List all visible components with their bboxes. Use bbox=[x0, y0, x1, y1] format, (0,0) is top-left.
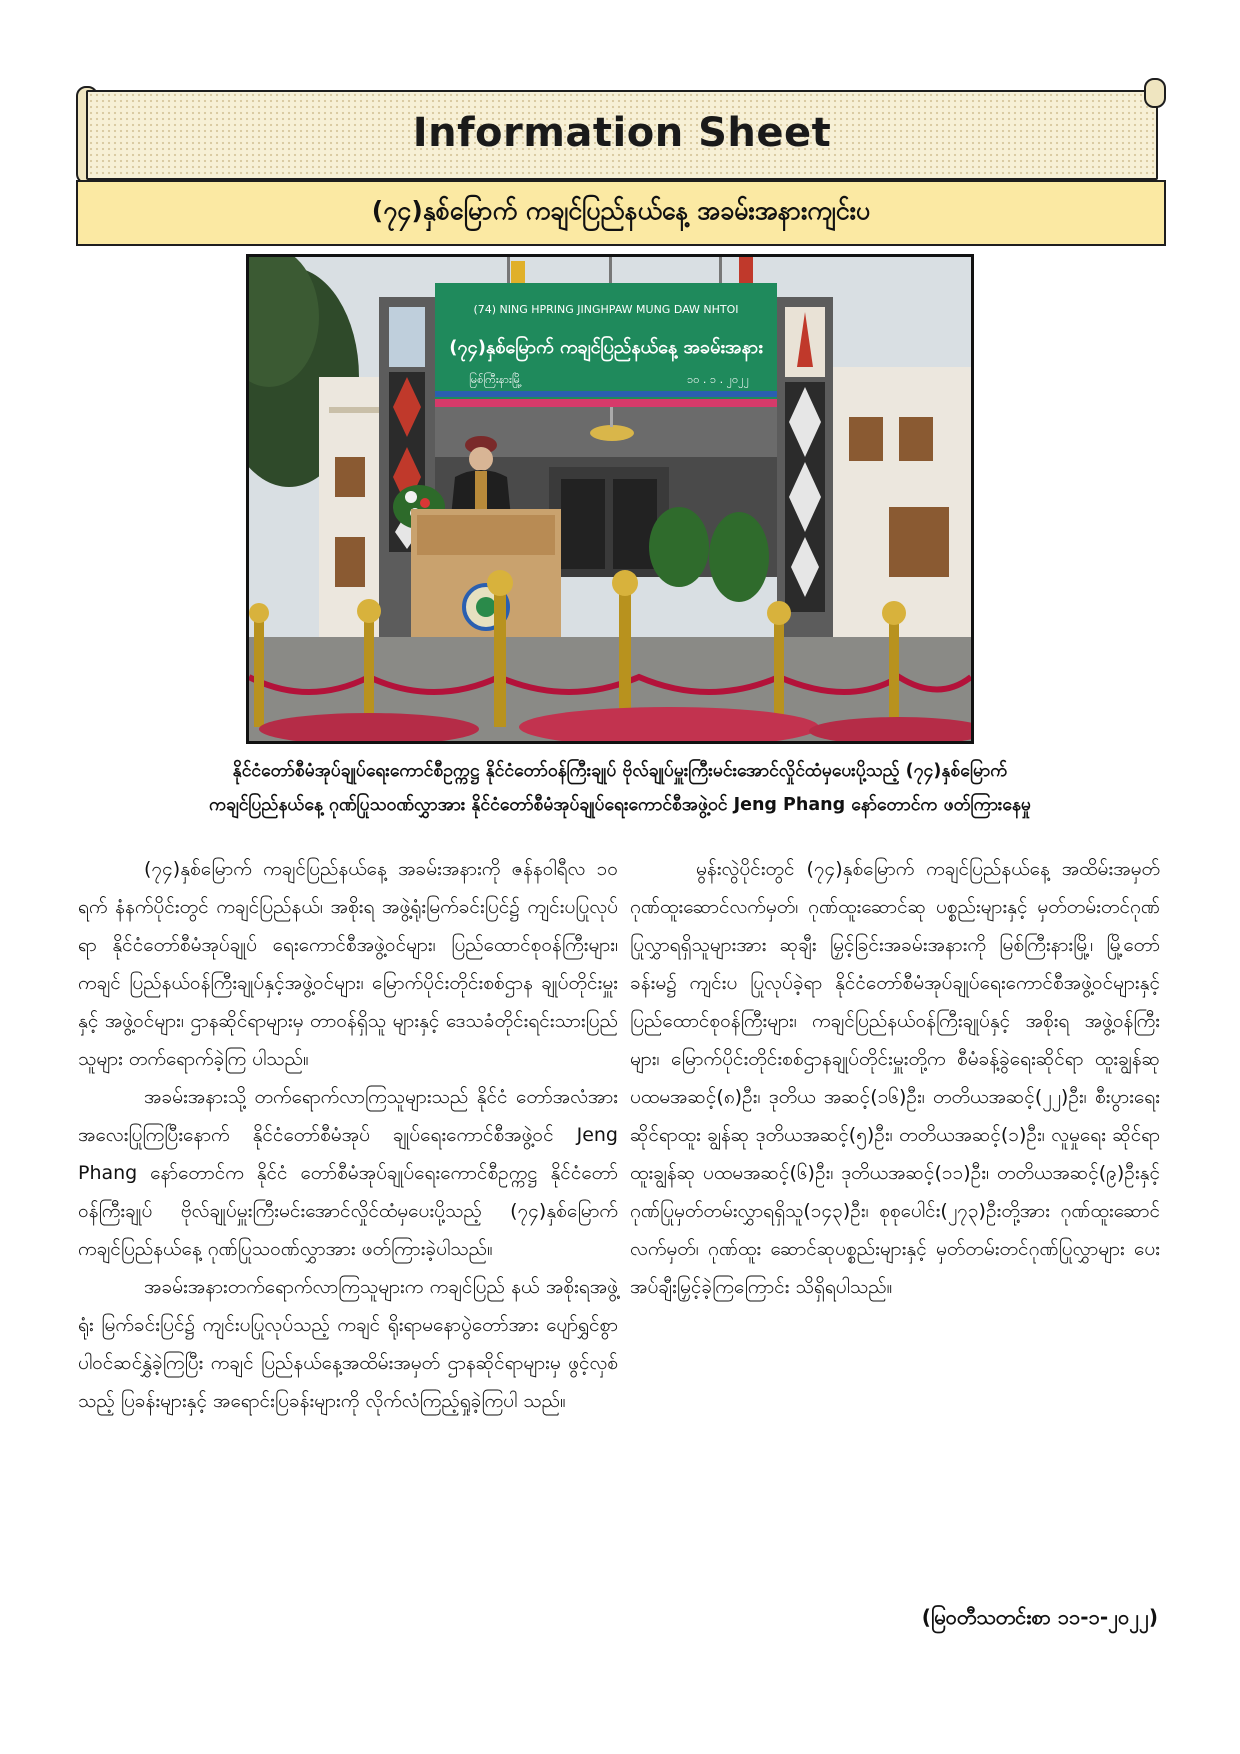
news-source: (မြဝတီသတင်းစာ ၁၁-၁-၂၀၂၂) bbox=[921, 1605, 1158, 1629]
title-scroll-banner bbox=[76, 86, 1166, 180]
article-column-right bbox=[630, 850, 1160, 1306]
banner-top-text: (74) NING HPRING JINGHPAW MUNG DAW NHTOI bbox=[473, 303, 739, 316]
article-column-left bbox=[78, 850, 618, 1420]
banner-place-text: မြစ်ကြီးနားမြို့ bbox=[469, 373, 522, 386]
paragraph: အခမ်းအနားသို့ တက်ရောက်လာကြသူများသည် နိုင်ငံ တော်အလံအား အလေးပြုကြပြီးနောက် နိုင်ငံတော်စီမံအုပ် ချုပ်ရေးကောင်စီအဖွဲ့ဝင် Jeng Phang နော်တောင်က နိုင်ငံ တော်စီမံအုပ်ချုပ်ရေးကောင်စီဥက္ကဋ္ဌ နိုင်ငံတော်ဝန်ကြီးချုပ် ဗိုလ်ချုပ်မှူးကြီးမင်းအောင်လှိုင်ထံမှပေးပို့သည့် (၇၄)နှစ်မြောက် ကချင်ပြည်နယ်နေ့ ဂုဏ်ပြုသဝဏ်လွှာအား ဖတ်ကြားခဲ့ပါသည်။ bbox=[78, 1086, 618, 1260]
headline: (၇၄)နှစ်မြောက် ကချင်ပြည်နယ်နေ့ အခမ်းအနားကျင်းပ bbox=[371, 195, 871, 225]
headline-bar bbox=[76, 180, 1166, 246]
banner-date-text: ၁၀ . ၁ . ၂၀၂၂ bbox=[687, 373, 749, 386]
page-title: Information Sheet bbox=[412, 110, 832, 156]
paragraph: အခမ်းအနားတက်ရောက်လာကြသူများက ကချင်ပြည် နယ် အစိုးရအဖွဲ့ရုံး မြက်ခင်းပြင်၌ ကျင်းပပြုလုပ်သည့် ကချင် ရိုးရာမနောပွဲတော်အား ပျော်ရွှင်စွာပါဝင်ဆင်နွှဲခဲ့ကြပြီး ကချင် ပြည်နယ်နေ့အထိမ်းအမှတ် ဌာနဆိုင်ရာများမှ ဖွင့်လှစ်သည့် ပြခန်းများနှင့် အရောင်းပြခန်းများကို လိုက်လံကြည့်ရှုခဲ့ကြပါ သည်။ bbox=[78, 1276, 618, 1412]
scroll-curl-right bbox=[1144, 78, 1166, 108]
caption-line-1: နိုင်ငံတော်စီမံအုပ်ချုပ်ရေးကောင်စီဥက္ကဋ္ဌ နိုင်ငံတော်ဝန်ကြီးချုပ် ဗိုလ်ချုပ်မှူးကြီးမင်းအောင်လှိုင်ထံမှပေးပို့သည့် (၇၄)နှစ်မြောက် bbox=[232, 761, 1008, 781]
banner-main-text: (၇၄)နှစ်မြောက် ကချင်ပြည်နယ်နေ့ အခမ်းအနား bbox=[449, 337, 763, 358]
photo-caption bbox=[60, 754, 1180, 822]
event-photo bbox=[246, 254, 974, 744]
paragraph: မွန်းလွဲပိုင်းတွင် (၇၄)နှစ်မြောက် ကချင်ပြည်နယ်နေ့ အထိမ်းအမှတ် ဂုဏ်ထူးဆောင်လက်မှတ်၊ ဂုဏ်ထူးဆောင်ဆု ပစ္စည်းများနှင့် မှတ်တမ်းတင်ဂုဏ်ပြုလွှာရရှိသူများအား ဆုချီး မြှင့်ခြင်းအခမ်းအနားကို မြစ်ကြီးနားမြို့၊ မြို့တော်ခန်းမ၌ ကျင်းပ ပြုလုပ်ခဲ့ရာ နိုင်ငံတော်စီမံအုပ်ချုပ်ရေးကောင်စီအဖွဲ့ဝင်များနှင့် ပြည်ထောင်စုဝန်ကြီးများ၊ ကချင်ပြည်နယ်ဝန်ကြီးချုပ်နှင့် အစိုးရ အဖွဲ့ဝန်ကြီးများ၊ မြောက်ပိုင်းတိုင်းစစ်ဌာနချုပ်တိုင်းမှူးတို့က စီမံခန့်ခွဲရေးဆိုင်ရာ ထူးချွန်ဆုပထမအဆင့်(၈)ဦး၊ ဒုတိယ အဆင့်(၁၆)ဦး၊ တတိယအဆင့်(၂၂)ဦး၊ စီးပွားရေးဆိုင်ရာထူး ချွန်ဆု ဒုတိယအဆင့်(၅)ဦး၊ တတိယအဆင့်(၁)ဦး၊ လူမှုရေး ဆိုင်ရာထူးချွန်ဆု ပထမအဆင့်(၆)ဦး၊ ဒုတိယအဆင့်(၁၁)ဦး၊ တတိယအဆင့်(၉)ဦးနှင့် ဂုဏ်ပြုမှတ်တမ်းလွှာရရှိသူ(၁၄၃)ဦး၊ စုစုပေါင်း(၂၇၃)ဦးတို့အား ဂုဏ်ထူးဆောင်လက်မှတ်၊ ဂုဏ်ထူး ဆောင်ဆုပစ္စည်းများနှင့် မှတ်တမ်းတင်ဂုဏ်ပြုလွှာများ ပေး အပ်ချီးမြှင့်ခဲ့ကြကြောင်း သိရှိရပါသည်။ bbox=[630, 858, 1160, 1298]
scroll-body bbox=[86, 90, 1158, 180]
caption-line-2: ကချင်ပြည်နယ်နေ့ ဂုဏ်ပြုသဝဏ်လွှာအား နိုင်ငံတော်စီမံအုပ်ချုပ်ရေးကောင်စီအဖွဲ့ဝင် Jeng Phang နော်တောင်က ဖတ်ကြားနေမှု bbox=[209, 795, 1031, 815]
paragraph: (၇၄)နှစ်မြောက် ကချင်ပြည်နယ်နေ့ အခမ်းအနားကို ဇန်နဝါရီလ ၁၀ ရက် နံနက်ပိုင်းတွင် ကချင်ပြည်နယ်၊ အစိုးရ အဖွဲ့ရုံးမြက်ခင်းပြင်၌ ကျင်းပပြုလုပ်ရာ နိုင်ငံတော်စီမံအုပ်ချုပ် ရေးကောင်စီအဖွဲ့ဝင်များ၊ ပြည်ထောင်စုဝန်ကြီးများ၊ ကချင် ပြည်နယ်ဝန်ကြီးချုပ်နှင့်အဖွဲ့ဝင်များ၊ မြောက်ပိုင်းတိုင်းစစ်ဌာန ချုပ်တိုင်းမှူးနှင့် အဖွဲ့ဝင်များ၊ ဌာနဆိုင်ရာများမှ တာဝန်ရှိသူ များနှင့် ဒေသခံတိုင်းရင်းသားပြည်သူများ တက်ရောက်ခဲ့ကြ ပါသည်။ bbox=[78, 858, 618, 1070]
event-photo-illustration bbox=[249, 257, 971, 741]
